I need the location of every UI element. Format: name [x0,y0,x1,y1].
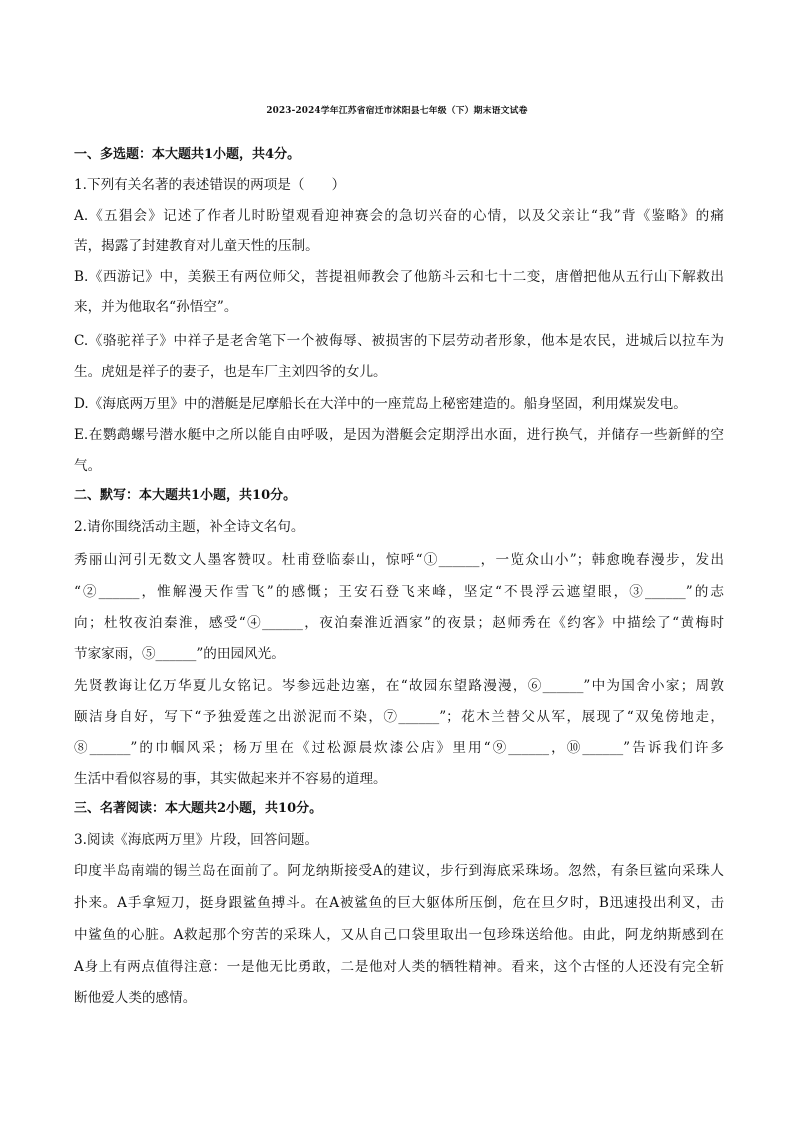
option-e-line-1: E.在鹦鹉螺号潜水艇中之所以能自由呼吸，是因为潜艇会定期浮出水面，进行换气，并储存一些新鲜的空 [74,427,724,443]
reading-passage-line-4: A身上有两点值得注意：一是他无比勇敢，二是他对人类的牺牲精神。看来，这个古怪的人还没有完全斩 [74,959,724,975]
option-c-line-1: C.《骆驼祥子》中祥子是老舍笔下一个被侮辱、被损害的下层劳动者形象，他本是农民，进城后以拉车为 [74,333,724,349]
option-c-line-2: 生。虎妞是祥子的妻子，也是车厂主刘四爷的女儿。 [74,364,387,380]
dictation-paragraph-1-line-1: 秀丽山河引无数文人墨客赞叹。杜甫登临泰山，惊呼“①______，一览众山小”；韩愈晚春漫步，发出 [74,552,724,568]
dictation-paragraph-1-line-2: “②______，惟解漫天作雪飞”的感慨；王安石登飞来峰，坚定“不畏浮云遮望眼，③______”的志 [74,584,724,600]
section-heading-classic-reading: 三、名著阅读：本大题共2小题，共10分。 [74,801,323,816]
option-b-line-1: B.《西游记》中，美猴王有两位师父，菩提祖师教会了他筋斗云和七十二变，唐僧把他从五行山下解救出 [74,269,724,285]
reading-passage-line-2: 扑来。A手拿短刀，挺身跟鲨鱼搏斗。在A被鲨鱼的巨大躯体所压倒，危在旦夕时，B迅速投出利叉，击 [74,895,724,911]
option-b-line-2: 来，并为他取名“孙悟空”。 [74,299,238,315]
section-heading-dictation: 二、默写：本大题共1小题，共10分。 [74,488,297,503]
question-2-stem: 2.请你围绕活动主题，补全诗文名句。 [74,519,305,535]
option-a-line-1: A.《五猖会》记述了作者儿时盼望观看迎神赛会的急切兴奋的心情，以及父亲让“我”背《鉴略》的痛 [74,208,724,224]
dictation-paragraph-1-line-3: 向；杜牧夜泊秦淮，感受“④______，夜泊秦淮近酒家”的夜景；赵师秀在《约客》中描绘了“黄梅时 [74,615,724,631]
question-1-stem: 1.下列有关名著的表述错误的两项是（ ） [74,177,346,193]
dictation-paragraph-2-line-2: 颐洁身自好，写下“予独爱莲之出淤泥而不染，⑦______”；花木兰替父从军，展现了“双兔傍地走， [74,709,724,725]
dictation-paragraph-2-line-4: 生活中看似容易的事，其实做起来并不容易的道理。 [74,771,387,787]
option-d-line-1: D.《海底两万里》中的潜艇是尼摩船长在大洋中的一座荒岛上秘密建造的。船身坚固，利用煤炭发电。 [74,396,687,412]
section-heading-multiple-choice: 一、多选题：本大题共1小题，共4分。 [74,147,301,162]
question-3-stem: 3.阅读《海底两万里》片段，回答问题。 [74,832,319,848]
dictation-paragraph-2-line-1: 先贤教诲让亿万华夏儿女铭记。岑参远赴边塞，在“故园东望路漫漫，⑥______”中为国舍小家；周敦 [74,678,724,694]
exam-title: 2023-2024学年江苏省宿迁市沭阳县七年级（下）期末语文试卷 [266,106,528,116]
dictation-paragraph-1-line-4: 节家家雨，⑤______”的田园风光。 [74,646,285,662]
dictation-paragraph-2-line-3: ⑧______”的巾帼风采；杨万里在《过松源晨炊漆公店》里用“⑨______，⑩______”告诉我们许多 [74,740,724,756]
option-a-line-2: 苦，揭露了封建教育对儿童天性的压制。 [74,238,319,254]
reading-passage-line-3: 中鲨鱼的心脏。A救起那个穷苦的采珠人，又从自己口袋里取出一包珍珠送给他。由此，阿龙纳斯感到在 [74,927,724,943]
option-e-line-2: 气。 [74,458,102,474]
reading-passage-line-1: 印度半岛南端的锡兰岛在面前了。阿龙纳斯接受A的建议，步行到海底采珠场。忽然，有条巨鲨向采珠人 [74,863,724,879]
reading-passage-line-5: 断他爱人类的感情。 [74,990,197,1006]
